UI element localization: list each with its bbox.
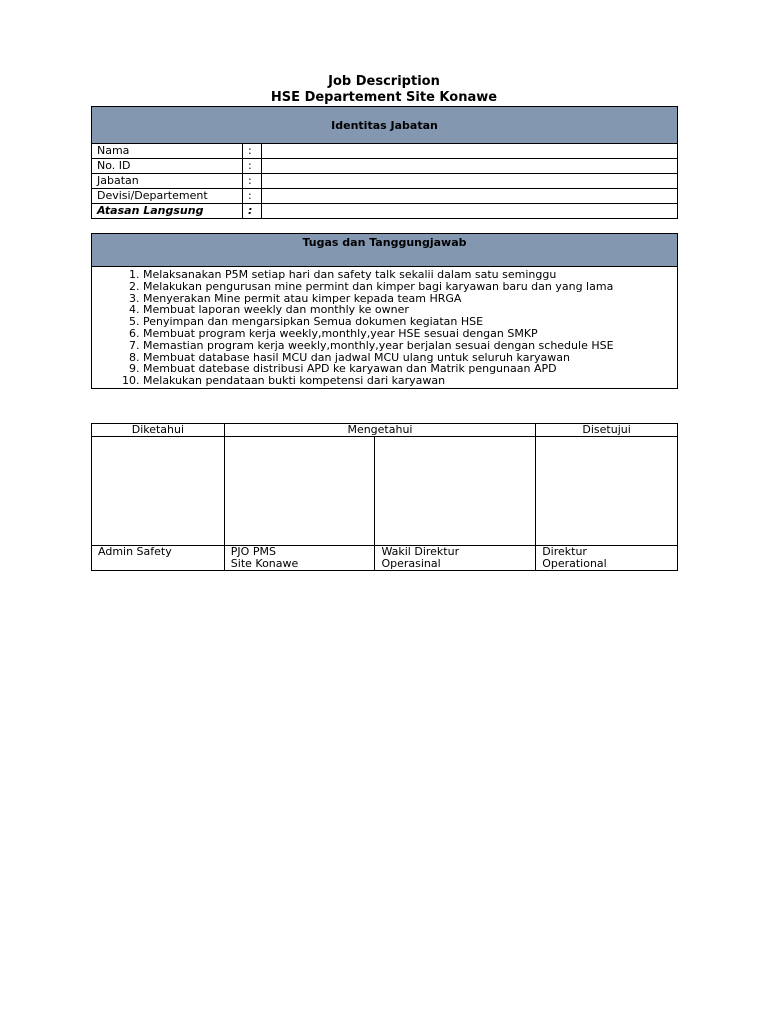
list-item: 1. Melaksanakan P5M setiap hari dan safety talk sekalii dalam satu seminggu: [143, 269, 672, 281]
signer-subtitle: Site Konawe: [230, 557, 299, 570]
identitas-jabatan-table: [91, 106, 678, 219]
document-title: Job Description: [328, 74, 440, 89]
identitas-row-jabatan: [92, 174, 678, 189]
list-item: 4. Membuat laporan weekly dan monthly ke owner: [143, 304, 672, 316]
value-jabatan: [262, 174, 678, 189]
tugas-header-row: [92, 234, 678, 267]
identitas-row-nama: [92, 144, 678, 159]
list-item: 2. Melakukan pengurusan mine permint dan kimper bagi karyawan baru dan yang lama: [143, 281, 672, 293]
header-disetujui: Disetujui: [536, 424, 678, 437]
list-item: 9. Membuat datebase distribusi APD ke karyawan dan Matrik pengunaan APD: [143, 363, 672, 375]
signer-title: PJO PMS: [230, 545, 276, 558]
list-item: 3. Menyerakan Mine permit atau kimper kepada team HRGA: [143, 293, 672, 305]
identitas-row-devisi: [92, 189, 678, 204]
identitas-row-atasan: [92, 204, 678, 219]
label-atasan-langsung: Atasan Langsung: [92, 204, 243, 219]
identitas-header: Identitas Jabatan: [92, 107, 678, 144]
list-item: 6. Membuat program kerja weekly,monthly,year HSE sesuai dengan SMKP: [143, 328, 672, 340]
value-devisi: [262, 189, 678, 204]
signer-names-row: [92, 546, 678, 571]
signer-title: Admin Safety: [98, 545, 172, 558]
value-atasan-langsung: [262, 204, 678, 219]
signer-subtitle: Operasinal: [381, 557, 441, 570]
value-nama: [262, 144, 678, 159]
signer-wakil-direktur: [375, 546, 536, 571]
label-jabatan: Jabatan: [92, 174, 243, 189]
list-item: 10. Melakukan pendataan bukti kompetensi dari karyawan: [143, 375, 672, 387]
signer-subtitle: Operational: [542, 557, 607, 570]
identitas-row-no-id: [92, 159, 678, 174]
signer-admin-safety: [92, 546, 225, 571]
signer-pjo-pms: [224, 546, 375, 571]
colon: :: [243, 174, 262, 189]
tugas-list: [92, 269, 672, 387]
signature-box-pjo-pms: [224, 437, 375, 546]
list-item: 7. Memastian program kerja weekly,monthly,year berjalan sesuai dengan schedule HSE: [143, 340, 672, 352]
signature-row: [92, 437, 678, 546]
colon: :: [243, 144, 262, 159]
signer-title: Direktur: [542, 545, 587, 558]
label-devisi: Devisi/Departement: [92, 189, 243, 204]
signature-box-wakil-direktur: [375, 437, 536, 546]
value-no-id: [262, 159, 678, 174]
label-nama: Nama: [92, 144, 243, 159]
signer-title: Wakil Direktur: [381, 545, 460, 558]
colon: :: [243, 159, 262, 174]
label-no-id: No. ID: [92, 159, 243, 174]
list-item: 8. Membuat database hasil MCU dan jadwal MCU ulang untuk seluruh karyawan: [143, 352, 672, 364]
list-item: 5. Penyimpan dan mengarsipkan Semua dokumen kegiatan HSE: [143, 316, 672, 328]
identitas-header-row: [92, 107, 678, 144]
signer-direktur: [536, 546, 678, 571]
signature-box-admin-safety: [92, 437, 225, 546]
header-mengetahui: Mengetahui: [224, 424, 535, 437]
signature-box-direktur: [536, 437, 678, 546]
tugas-header: Tugas dan Tanggungjawab: [92, 234, 678, 267]
approval-table: [91, 423, 678, 571]
document-subtitle: HSE Departement Site Konawe: [270, 90, 498, 105]
tugas-body-row: [92, 267, 678, 389]
header-diketahui: Diketahui: [92, 424, 225, 437]
colon: :: [243, 189, 262, 204]
tugas-tanggungjawab-table: [91, 233, 678, 389]
tugas-body: [92, 267, 678, 389]
colon: :: [243, 204, 262, 219]
approval-header-row: [92, 424, 678, 437]
